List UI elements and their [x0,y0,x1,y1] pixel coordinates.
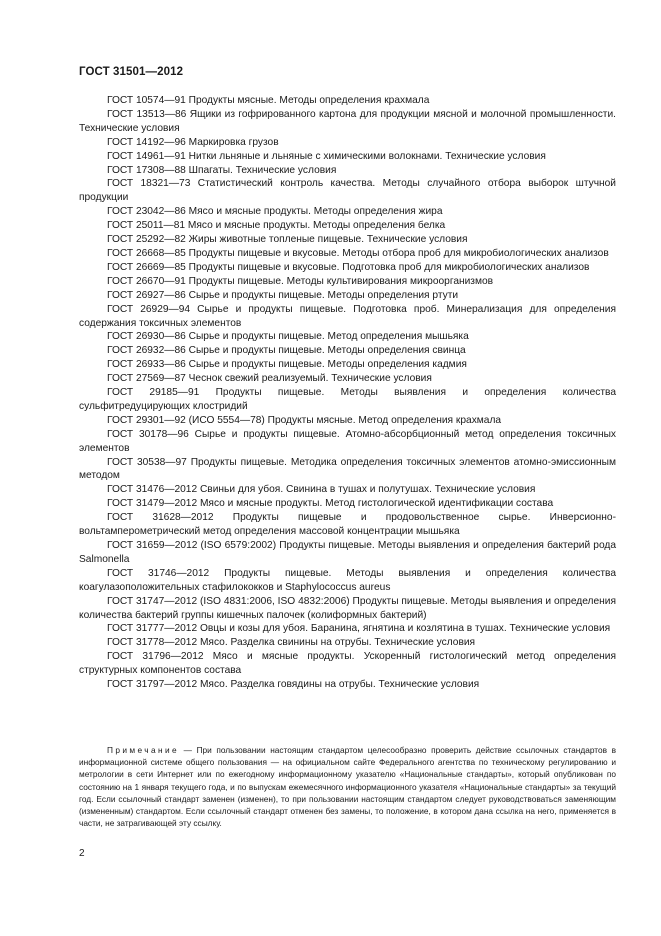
reference-item: ГОСТ 26669—85 Продукты пищевые и вкусовые. Подготовка проб для микробиологических анализов [107,261,590,273]
reference-item: ГОСТ 26933—86 Сырье и продукты пищевые. Методы определения кадмия [107,359,467,371]
reference-item: ГОСТ 29301—92 (ИСО 5554—78) Продукты мясные. Метод определения крахмала [107,414,502,426]
normative-references-list [79,94,616,692]
reference-item: ГОСТ 31796—2012 Мясо и мясные продукты. Ускоренный гистологический метод определения структурных компонентов состава [79,651,616,677]
reference-item: ГОСТ 31659—2012 (ISO 6579:2002) Продукты пищевые. Методы выявления и определения бактерий рода Salmonella [79,540,616,565]
reference-item: ГОСТ 27569—87 Чеснок свежий реализуемый. Технические условия [107,373,432,385]
reference-item: ГОСТ 26929—94 Сырье и продукты пищевые. Подготовка проб. Минерализация для определения содержания токсичных элементов [79,303,616,329]
reference-item: ГОСТ 26668—85 Продукты пищевые и вкусовые. Методы отбора проб для микробиологических анализов [107,247,609,259]
reference-item: ГОСТ 26670—91 Продукты пищевые. Методы культивирования микроорганизмов [107,275,494,287]
reference-item: ГОСТ 31476—2012 Свиньи для убоя. Свинина в тушах и полутушах. Технические условия [107,484,536,496]
reference-item: ГОСТ 31746—2012 Продукты пищевые. Методы выявления и определения количества коагулазоположительных стафилококков и Staphylococcus aureus [79,567,616,593]
reference-item: ГОСТ 25292—82 Жиры животные топленые пищевые. Технические условия [107,234,468,246]
reference-item: ГОСТ 13513—86 Ящики из гофрированного картона для продукции мясной и молочной промышленности. Технические условия [79,108,616,134]
note-block [79,744,616,829]
reference-item: ГОСТ 26927—86 Сырье и продукты пищевые. Методы определения ртути [107,289,459,301]
reference-item: ГОСТ 26930—86 Сырье и продукты пищевые. Метод определения мышьяка [107,331,469,343]
reference-item: ГОСТ 31777—2012 Овцы и козы для убоя. Баранина, ягнятина и козлятина в тушах. Технические условия [107,623,611,635]
reference-item: ГОСТ 10574—91 Продукты мясные. Методы определения крахмала [107,95,430,106]
reference-item: ГОСТ 26932—86 Сырье и продукты пищевые. Методы определения свинца [107,345,466,357]
document-header: ГОСТ 31501—2012 [79,66,184,78]
reference-item: ГОСТ 14192—96 Маркировка грузов [107,136,279,148]
reference-item: ГОСТ 29185—91 Продукты пищевые. Методы выявления и определения количества сульфитредуцирующих клостридий [79,387,616,412]
note-paragraph [79,744,616,829]
reference-item: ГОСТ 25011—81 Мясо и мясные продукты. Методы определения белка [107,220,446,232]
reference-item: ГОСТ 30538—97 Продукты пищевые. Методика определения токсичных элементов атомно-эмиссионным методом [79,456,616,482]
reference-item: ГОСТ 14961—91 Нитки льняные и льняные с химическими волокнами. Технические условия [107,150,546,162]
note-text: — При пользовании настоящим стандартом целесообразно проверить действие ссылочных стандартов в информационной системе общего пользования — на официальном сайте Федерального агентства по техническому регулированию и метрологии в сети Интернет или по ежегодному информационному указателю «Национальные стандарты», который опубликован по состоянию на 1 января текущего года, и по выпускам ежемесячного информационного указателя «Национальные стандарты» за текущий год. Если ссылочный стандарт заменен (изменен), то при пользовании настоящим стандартом следует руководствоваться заменяющим (измененным) стандартом. Если ссылочный стандарт отменен без замены, то положение, в котором дана ссылка на него, применяется в части, не затрагивающей эту ссылку. [79,745,616,829]
reference-item: ГОСТ 31628—2012 Продукты пищевые и продовольственное сырье. Инверсионно-вольтамперометрический метод определения массовой концентрации мышьяка [79,512,616,538]
reference-item: ГОСТ 31479—2012 Мясо и мясные продукты. Метод гистологической идентификации состава [107,498,554,510]
page-number: 2 [79,848,85,859]
note-label: Примечание [107,745,180,755]
reference-item: ГОСТ 31747—2012 (ISO 4831:2006, ISO 4832:2006) Продукты пищевые. Методы выявления и определения количества бактерий группы кишечных палочек (колиформных бактерий) [79,595,616,621]
reference-item: ГОСТ 31778—2012 Мясо. Разделка свинины на отрубы. Технические условия [107,637,476,649]
reference-item: ГОСТ 23042—86 Мясо и мясные продукты. Методы определения жира [107,206,443,218]
reference-item: ГОСТ 31797—2012 Мясо. Разделка говядины на отрубы. Технические условия [107,679,480,691]
reference-item: ГОСТ 17308—88 Шпагаты. Технические условия [107,164,337,176]
reference-item: ГОСТ 18321—73 Статистический контроль качества. Методы случайного отбора выборок штучной продукции [79,178,616,204]
reference-item: ГОСТ 30178—96 Сырье и продукты пищевые. Атомно-абсорбционный метод определения токсичных элементов [79,428,616,454]
